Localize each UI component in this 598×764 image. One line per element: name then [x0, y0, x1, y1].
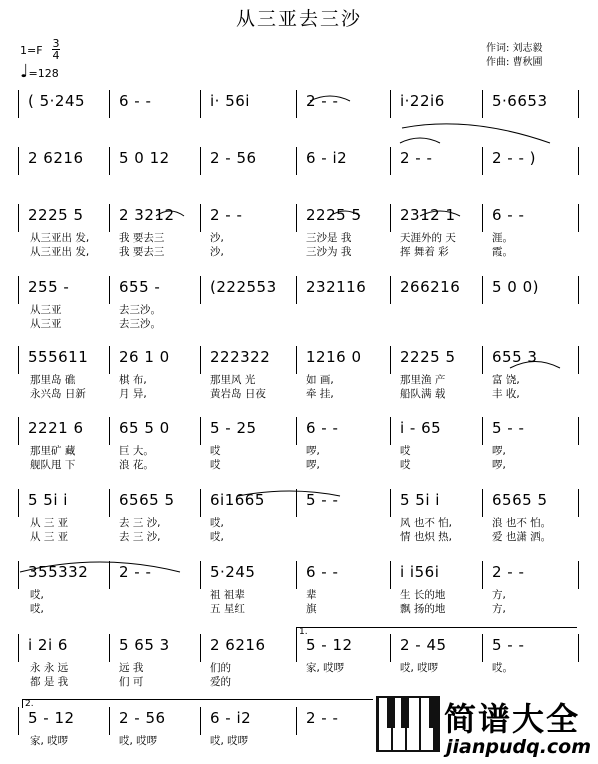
song-title: 从三亚去三沙: [235, 8, 362, 30]
lyric-text: 我 要去三: [119, 246, 165, 258]
lyric-text: 天涯外的 天: [400, 232, 456, 244]
lyric-text: 都 是 我: [30, 676, 69, 688]
lyric-text: 去 三 沙,: [119, 517, 161, 529]
measure-notes: 65 5 0: [119, 419, 170, 437]
lyric-text: 五 星红: [210, 603, 245, 615]
measure-notes: 5 0 12: [119, 149, 170, 167]
lyric-text: 哎: [210, 459, 221, 471]
measure-notes: 5 5i i: [28, 491, 68, 509]
lyric-text: 涯。: [492, 232, 513, 244]
measure-notes: 5·6653: [492, 92, 548, 110]
slur: [156, 211, 184, 216]
measure-notes: 232116: [306, 278, 367, 296]
measure-notes: 5 - 12: [306, 636, 353, 654]
lyric-text: 沙,: [210, 246, 224, 258]
lyric-text: 去三沙。: [119, 304, 161, 316]
volta-1-label: 1.: [299, 627, 308, 637]
volta-2-label: 2.: [25, 699, 34, 709]
measure-notes: i· 56i: [210, 92, 250, 110]
measure-notes: 6 - -: [119, 92, 152, 110]
lyric-text: 哎,: [30, 603, 44, 615]
measure-notes: 2 - -: [400, 149, 433, 167]
measure-notes: 2225 5: [28, 206, 84, 224]
lyric-text: 啰,: [492, 459, 506, 471]
measure-notes: 2 3212: [119, 206, 175, 224]
measure-notes: 6 - i2: [306, 149, 348, 167]
lyric-text: 哎, 哎啰: [210, 735, 249, 747]
volta-first-ending: [296, 627, 577, 636]
lyric-text: 风 也不 怕,: [400, 517, 453, 529]
lyric-text: 哎: [210, 445, 221, 457]
lyric-text: 哎, 哎啰: [400, 662, 439, 674]
measure-notes: 355332: [28, 563, 89, 581]
measure-notes: 555611: [28, 348, 89, 366]
measure-notes: 2225 5: [400, 348, 456, 366]
measure-notes: 5 0 0): [492, 278, 540, 296]
lyric-text: 从 三 亚: [30, 517, 69, 529]
lyric-text: 家, 哎啰: [30, 735, 69, 747]
lyric-text: 去三沙。: [119, 318, 161, 330]
composer-credit: 作曲: 曹秋圃: [486, 57, 543, 68]
measure-notes: 2 - -: [210, 206, 243, 224]
logo-text-cn: 简谱大全: [444, 700, 581, 738]
measure-notes: 5 - -: [306, 491, 339, 509]
lyricist-credit: 作词: 刘志毅: [486, 43, 543, 54]
lyric-text: 牵 挂,: [306, 388, 334, 400]
lyric-text: 哎。: [492, 662, 513, 674]
slur: [420, 211, 460, 216]
lyric-text: 棋 布,: [119, 374, 147, 386]
lyric-text: 哎, 哎啰: [119, 735, 158, 747]
site-logo: [376, 694, 598, 764]
time-numerator: 3: [52, 37, 60, 50]
lyric-text: 远 我: [119, 662, 144, 674]
lyric-text: 爱 也潇 洒。: [492, 531, 552, 543]
measure-notes: 5 - -: [492, 636, 525, 654]
measure-notes: 2 - 56: [210, 149, 257, 167]
measure-notes: 2 - - ): [492, 149, 537, 167]
measure-notes: 5 - 25: [210, 419, 257, 437]
measure-notes: i i56i: [400, 563, 440, 581]
measure-notes: 6 - -: [492, 206, 525, 224]
measure-notes: 255 -: [28, 278, 70, 296]
measure-notes: i - 65: [400, 419, 442, 437]
lyric-text: 哎: [400, 445, 411, 457]
lyric-text: 沙,: [210, 232, 224, 244]
measure-notes: 26 1 0: [119, 348, 170, 366]
measure-notes: 5 5i i: [400, 491, 440, 509]
lyric-text: 月 异,: [119, 388, 147, 400]
measure-notes: i·22i6: [400, 92, 445, 110]
measure-notes: 655 3: [492, 348, 538, 366]
measure-notes: 6 - -: [306, 563, 339, 581]
lyric-text: 船队满 载: [400, 388, 446, 400]
measure-notes: 2 - 45: [400, 636, 447, 654]
lyric-text: 黄岩岛 日夜: [210, 388, 266, 400]
measure-notes: 2 - -: [306, 92, 339, 110]
lyric-text: 方,: [492, 589, 506, 601]
measure-notes: 5 65 3: [119, 636, 170, 654]
lyric-text: 去 三 沙,: [119, 531, 161, 543]
lyric-text: 三沙是 我: [306, 232, 352, 244]
logo-url: jianpudq.com: [446, 736, 592, 758]
lyric-text: 旗: [306, 603, 317, 615]
measure-notes: 5·245: [210, 563, 256, 581]
lyric-text: 啰,: [306, 445, 320, 457]
measure-notes: (222553: [210, 278, 277, 296]
lyric-text: 从三亚: [30, 318, 62, 330]
lyric-text: 祖 祖辈: [210, 589, 245, 601]
lyric-text: 如 画,: [306, 374, 334, 386]
tempo-value: =128: [28, 67, 59, 80]
lyric-text: 啰,: [306, 459, 320, 471]
lyric-text: 永 永 远: [30, 662, 69, 674]
measure-notes: 2225 5: [306, 206, 362, 224]
lyric-text: 永兴岛 日新: [30, 388, 86, 400]
measure-notes: 2 - -: [119, 563, 152, 581]
lyric-text: 辈: [306, 589, 317, 601]
lyric-text: 那里渔 产: [400, 374, 446, 386]
lyric-text: 霞。: [492, 246, 513, 258]
lyric-text: 舰队甩 下: [30, 459, 76, 471]
time-denominator: 4: [52, 49, 60, 62]
measure-notes: 266216: [400, 278, 461, 296]
lyric-text: 从三亚出 发,: [30, 232, 90, 244]
measure-notes: 6 - -: [306, 419, 339, 437]
measure-notes: 2312 1: [400, 206, 456, 224]
measure-notes: 1216 0: [306, 348, 362, 366]
piano-keys-icon: [376, 694, 440, 754]
lyric-text: 挥 舞着 彩: [400, 246, 449, 258]
measure-notes: 6i1665: [210, 491, 265, 509]
measure-notes: 2 - 56: [119, 709, 166, 727]
lyric-text: 哎,: [210, 531, 224, 543]
lyric-text: 浪 也不 怕。: [492, 517, 552, 529]
measure-notes: 5 - 12: [28, 709, 75, 727]
measure-notes: i 2i 6: [28, 636, 68, 654]
lyric-text: 富 饶,: [492, 374, 520, 386]
lyric-text: 我 要去三: [119, 232, 165, 244]
lyric-text: 飘 扬的地: [400, 603, 446, 615]
lyric-text: 哎,: [30, 589, 44, 601]
lyric-text: 那里岛 礁: [30, 374, 76, 386]
measure-notes: ( 5·245: [28, 92, 86, 110]
slur: [400, 138, 440, 143]
lyric-text: 从三亚: [30, 304, 62, 316]
slur: [20, 562, 180, 572]
measure-notes: 655 -: [119, 278, 161, 296]
lyric-text: 家, 哎啰: [306, 662, 345, 674]
lyric-text: 巨 大。: [119, 445, 154, 457]
lyric-text: 丰 收,: [492, 388, 520, 400]
measure-notes: 2 - -: [306, 709, 339, 727]
lyric-text: 从三亚出 发,: [30, 246, 90, 258]
measure-notes: 2 6216: [28, 149, 84, 167]
measure-notes: 5 - -: [492, 419, 525, 437]
measure-notes: 2221 6: [28, 419, 84, 437]
key-label: 1=F: [20, 44, 43, 57]
volta-second-ending: [22, 699, 373, 708]
lyric-text: 生 长的地: [400, 589, 446, 601]
measure-notes: 2 - -: [492, 563, 525, 581]
lyric-text: 们 可: [119, 676, 144, 688]
measure-notes: 222322: [210, 348, 271, 366]
lyric-text: 从 三 亚: [30, 531, 69, 543]
quarter-note-icon: ♩: [20, 61, 29, 82]
lyric-text: 方,: [492, 603, 506, 615]
measure-notes: 6565 5: [119, 491, 175, 509]
lyric-text: 哎: [400, 459, 411, 471]
lyric-text: 那里风 光: [210, 374, 256, 386]
lyric-text: 浪 花。: [119, 459, 154, 471]
slur: [310, 96, 350, 101]
lyric-text: 那里矿 藏: [30, 445, 76, 457]
lyric-text: 啰,: [492, 445, 506, 457]
lyric-text: 们的: [210, 662, 231, 674]
lyric-text: 哎,: [210, 517, 224, 529]
measure-notes: 6565 5: [492, 491, 548, 509]
slur: [510, 362, 560, 369]
lyric-text: 三沙为 我: [306, 246, 352, 258]
slur: [238, 491, 340, 496]
tie: [402, 124, 550, 143]
measure-notes: 2 6216: [210, 636, 266, 654]
measure-notes: 6 - i2: [210, 709, 252, 727]
lyric-text: 爱的: [210, 676, 231, 688]
slur: [330, 211, 360, 216]
lyric-text: 情 也炽 热,: [400, 531, 453, 543]
